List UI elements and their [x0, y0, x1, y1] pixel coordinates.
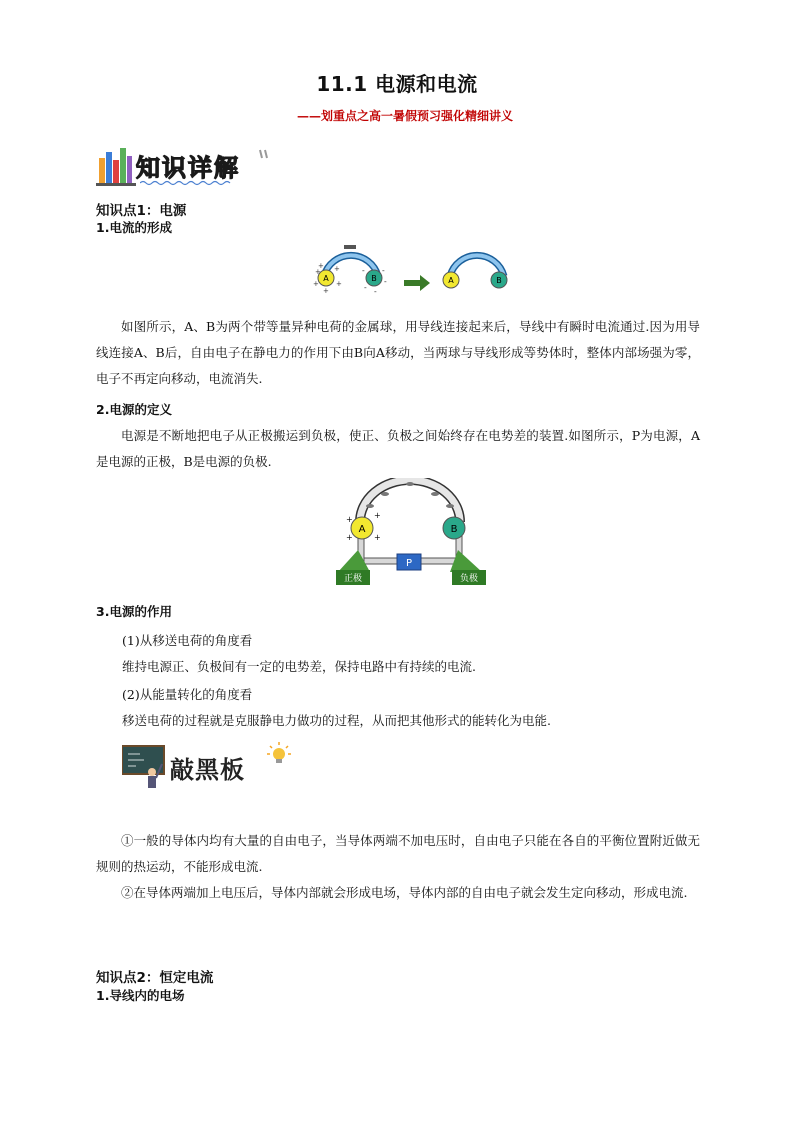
teacher-blackboard-icon	[122, 742, 170, 794]
figure-charged-spheres	[308, 238, 518, 300]
fig1-label-b-after: B	[496, 276, 502, 285]
svg-text:-: -	[384, 277, 387, 286]
banner-blackboard-text: 敲黑板	[170, 756, 245, 784]
note-paragraph-2: ②在导体两端加上电压后，导体内部就会形成电场，导体内部的自由电子就会发生定向移动，形成电流.	[121, 885, 688, 900]
page-title: 11.1 电源和电流	[316, 72, 478, 96]
svg-text:-: -	[364, 283, 367, 292]
kp1-s3-heading: 3.电源的作用	[96, 604, 172, 619]
svg-text:-: -	[362, 266, 365, 275]
kp1-s3-line4: 移送电荷的过程就是克服静电力做功的过程，从而把其他形式的能转化为电能.	[122, 713, 551, 728]
svg-text:+: +	[323, 287, 329, 295]
svg-text:+: +	[374, 533, 381, 542]
svg-text:-: -	[382, 266, 385, 275]
banner-knowledge-text: 知识详解	[136, 154, 240, 182]
kp2-s1-heading: 1.导线内的电场	[96, 988, 185, 1003]
kp1-s3-line2: 维持电源正、负极间有一定的电势差，保持电路中有持续的电流.	[122, 659, 476, 674]
lightbulb-icon	[266, 742, 292, 768]
fig1-label-b-before: B	[371, 274, 377, 283]
page-subtitle: ——划重点之高一暑假预习强化精细讲义	[296, 109, 513, 123]
kp1-heading: 知识点1：电源	[96, 203, 187, 219]
wavy-underline-icon	[140, 180, 260, 186]
fig2-label-positive: 正极	[343, 574, 363, 584]
kp1-s2-heading: 2.电源的定义	[96, 402, 172, 417]
svg-text:+: +	[313, 280, 319, 288]
kp1-s1-paragraph: 如图所示，A、B为两个带等量异种电荷的金属球，用导线连接起来后，导线中有瞬时电流通过.因为用导线连接A、B后，自由电子在静电力的作用下由B向A移动，当两球与导线形成等势体时，整体内部场强为零，电子不再定向移动，电流消失.	[96, 319, 700, 386]
svg-text:+: +	[336, 280, 342, 288]
kp1-s3-line1: (1)从移送电荷的角度看	[122, 633, 253, 648]
kp1-s2-paragraph: 电源是不断地把电子从正极搬运到负极，使正、负极之间始终存在电势差的装置.如图所示，P为电源，A是电源的正极，B是电源的负极.	[96, 428, 700, 469]
fig2-label-b: B	[450, 524, 458, 535]
svg-text:+: +	[346, 533, 353, 542]
svg-text:+: +	[318, 262, 324, 270]
kp2-heading: 知识点2：恒定电流	[96, 970, 214, 986]
fig1-label-a-before: A	[323, 274, 329, 283]
banner-blackboard	[122, 742, 292, 794]
kp1-s3-line3: (2)从能量转化的角度看	[122, 687, 253, 702]
kp1-s1-heading: 1.电流的形成	[96, 220, 172, 235]
svg-text:+: +	[374, 511, 381, 520]
svg-text:-: -	[374, 287, 377, 296]
fig2-label-p: P	[405, 558, 413, 569]
fig2-label-negative: 负极	[459, 574, 479, 584]
svg-text:+: +	[334, 265, 340, 273]
svg-text:+: +	[346, 515, 353, 524]
banner-knowledge	[96, 144, 276, 186]
quote-mark-icon	[258, 148, 272, 162]
fig2-label-a: A	[358, 524, 366, 535]
svg-text:+: +	[315, 268, 321, 276]
books-icon	[96, 146, 136, 186]
note-paragraph-1: ①一般的导体内均有大量的自由电子，当导体两端不加电压时，自由电子只能在各自的平衡位置附近做无规则的热运动，不能形成电流.	[96, 833, 700, 874]
figure-power-source	[330, 478, 490, 590]
fig1-label-a-after: A	[448, 276, 454, 285]
